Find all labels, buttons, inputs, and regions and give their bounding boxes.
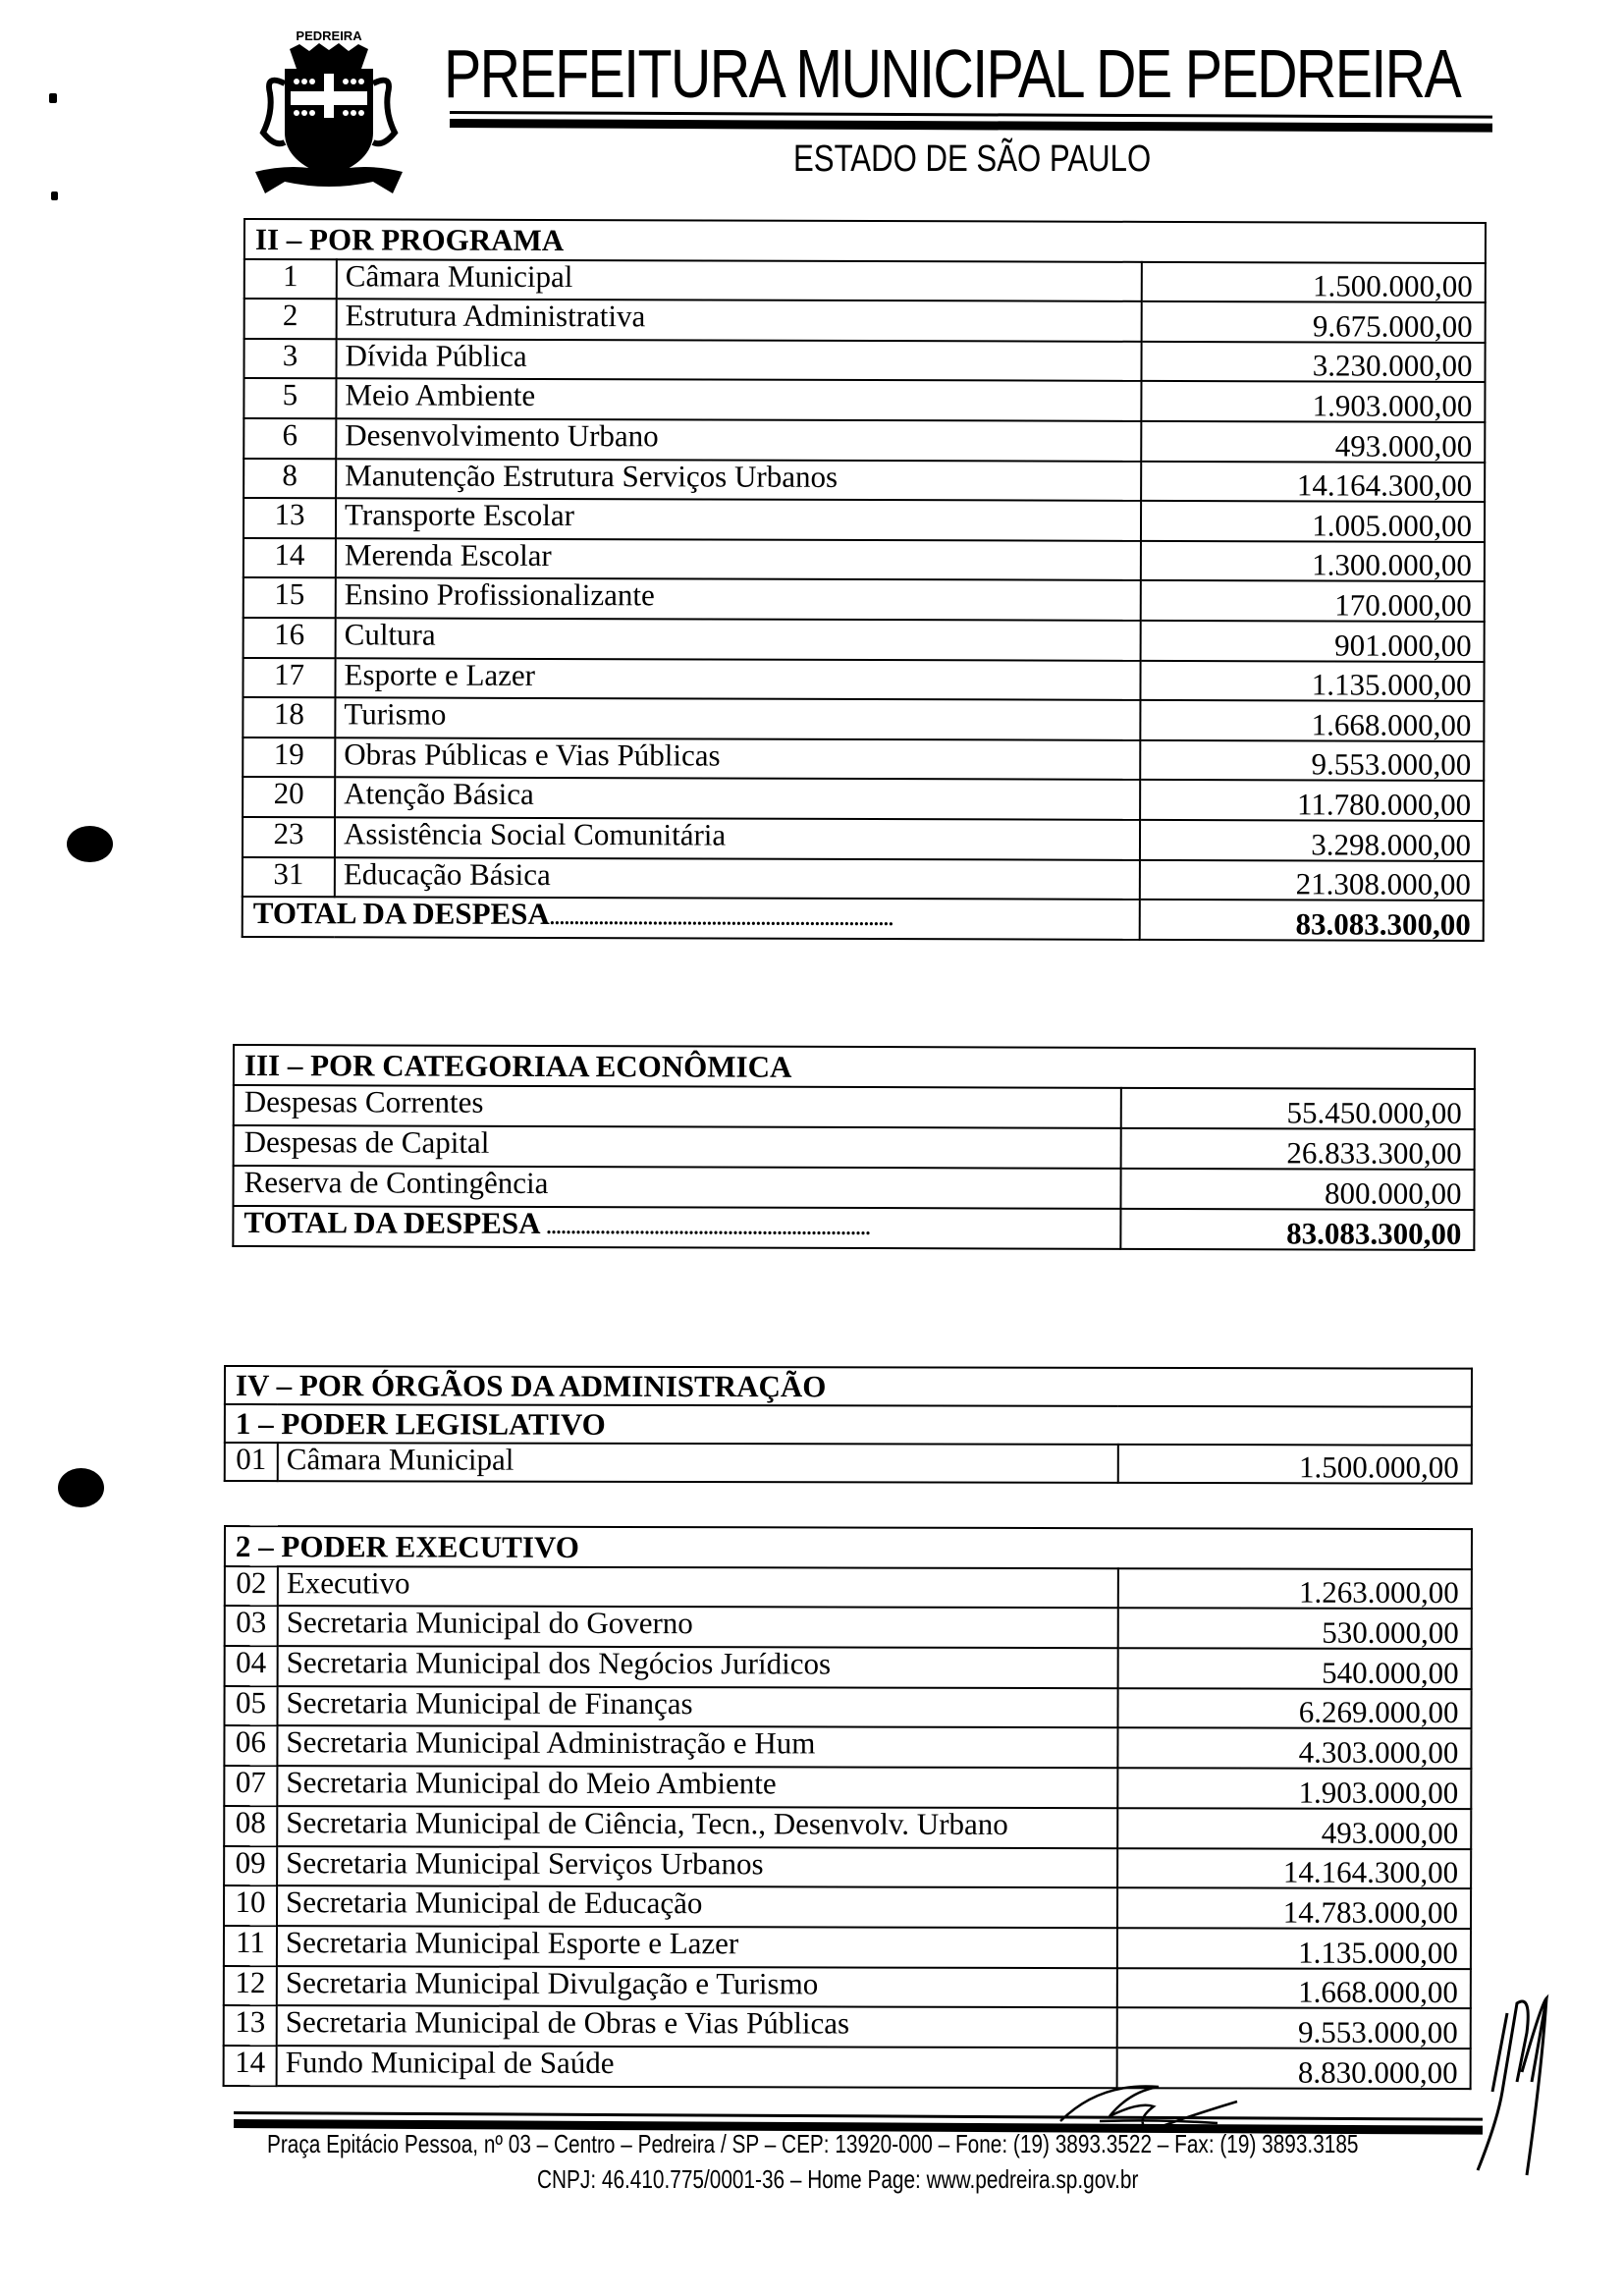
row-code: 03	[225, 1606, 278, 1646]
table-row	[225, 1566, 1472, 1610]
row-label: Secretaria Municipal Administração e Hum	[277, 1726, 1117, 1769]
row-code: 2	[244, 299, 337, 339]
row-code: 14	[224, 2046, 277, 2086]
table-row	[234, 1125, 1475, 1170]
table-row	[244, 418, 1485, 463]
row-value: 3.230.000,00	[1141, 342, 1485, 383]
dot-leader: ......................................................................	[549, 907, 893, 931]
table-row	[224, 2005, 1471, 2048]
footer-address: Praça Epitácio Pessoa, nº 03 – Centro – Pedreira / SP – CEP: 13920-000 – Fone: (19) 3893.3522 – Fax: (19) 3893.3185	[267, 2129, 1359, 2158]
row-label: Secretaria Municipal de Educação	[277, 1885, 1117, 1928]
row-code: 23	[243, 817, 335, 857]
row-code: 19	[243, 737, 335, 778]
row-code: 07	[224, 1766, 277, 1806]
row-value: 14.164.300,00	[1117, 1848, 1471, 1889]
row-label: Esporte e Lazer	[335, 658, 1140, 700]
table-row	[224, 1926, 1471, 1969]
row-label: Despesas Correntes	[234, 1085, 1121, 1128]
table-row	[244, 498, 1485, 542]
row-label: Estrutura Administrativa	[337, 299, 1142, 341]
row-label: Dívida Pública	[336, 339, 1141, 381]
row-value: 1.135.000,00	[1140, 660, 1484, 701]
row-code: 20	[243, 777, 335, 817]
table-row	[244, 299, 1486, 343]
row-value: 9.553.000,00	[1140, 740, 1484, 782]
table-row	[244, 259, 1486, 303]
table-row	[243, 737, 1484, 782]
row-code: 5	[244, 378, 336, 418]
row-value: 1.500.000,00	[1118, 1445, 1472, 1484]
row-code: 18	[243, 697, 335, 737]
scan-speck	[49, 93, 57, 103]
row-value: 800.000,00	[1120, 1169, 1474, 1210]
subsection-heading: 2 – PODER EXECUTIVO	[225, 1526, 1472, 1569]
row-value: 55.450.000,00	[1121, 1088, 1475, 1129]
row-value: 14.164.300,00	[1141, 461, 1485, 502]
row-value: 9.553.000,00	[1117, 2007, 1471, 2048]
row-value: 1.668.000,00	[1117, 1968, 1471, 2009]
row-value: 493.000,00	[1117, 1808, 1471, 1849]
row-code: 17	[243, 658, 335, 698]
row-value: 1.500.000,00	[1142, 261, 1486, 302]
row-value: 8.830.000,00	[1117, 2048, 1471, 2089]
row-label: Desenvolvimento Urbano	[336, 418, 1141, 461]
row-value: 1.903.000,00	[1141, 381, 1485, 422]
row-label: Secretaria Municipal de Ciência, Tecn., Desenvolv. Urbano	[277, 1806, 1117, 1848]
table-subheading-row	[225, 1404, 1472, 1446]
row-label: Secretaria Municipal de Finanças	[278, 1686, 1118, 1728]
row-value: 540.000,00	[1118, 1648, 1472, 1689]
table-row	[224, 1806, 1471, 1849]
table-row	[243, 658, 1484, 702]
row-code: 06	[224, 1725, 277, 1766]
table-row	[225, 1646, 1472, 1689]
table-row	[244, 577, 1485, 622]
row-value: 493.000,00	[1141, 421, 1485, 463]
por-orgaos-legislativo-table	[224, 1365, 1473, 1485]
total-label: TOTAL DA DESPESA	[252, 896, 550, 932]
scan-speck	[51, 191, 58, 200]
coat-of-arms-logo	[245, 25, 412, 196]
total-row	[233, 1206, 1474, 1250]
row-label: Secretaria Municipal dos Negócios Jurídicos	[278, 1646, 1118, 1688]
row-code: 10	[224, 1885, 277, 1926]
row-code: 12	[224, 1966, 277, 2006]
row-value: 3.298.000,00	[1140, 820, 1484, 861]
por-orgaos-executivo-table	[223, 1525, 1473, 2090]
table-row	[243, 856, 1484, 901]
row-code: 09	[224, 1846, 277, 1886]
total-value: 83.083.300,00	[1140, 900, 1484, 941]
row-label: Câmara Municipal	[278, 1443, 1118, 1483]
punch-hole-mark	[58, 1468, 104, 1507]
row-value: 1.135.000,00	[1117, 1928, 1471, 1969]
punch-hole-mark	[67, 826, 113, 862]
total-label-cell	[233, 1206, 1120, 1249]
section-heading: II – POR PROGRAMA	[244, 219, 1486, 263]
row-value: 1.300.000,00	[1141, 541, 1485, 582]
row-code: 13	[244, 498, 336, 538]
table-heading-row	[225, 1366, 1472, 1407]
initials-mark	[1473, 1974, 1561, 2190]
total-label-cell	[243, 897, 1140, 939]
row-code: 31	[243, 856, 335, 897]
table-row	[225, 1686, 1472, 1729]
table-row	[224, 1846, 1471, 1889]
por-categoria-table	[232, 1044, 1476, 1251]
table-subheading-row	[225, 1526, 1472, 1569]
row-value: 21.308.000,00	[1140, 859, 1484, 901]
row-code: 1	[244, 259, 337, 300]
subsection-heading: 1 – PODER LEGISLATIVO	[225, 1404, 1472, 1446]
row-value: 530.000,00	[1118, 1609, 1472, 1650]
row-code: 08	[224, 1806, 277, 1846]
dot-leader: ..................................................................	[546, 1217, 871, 1240]
total-row	[243, 897, 1484, 941]
table-heading-row	[234, 1045, 1475, 1089]
row-value: 26.833.300,00	[1121, 1128, 1475, 1170]
row-label: Despesas de Capital	[234, 1125, 1121, 1169]
row-value: 1.668.000,00	[1140, 700, 1484, 741]
row-label: Manutenção Estrutura Serviços Urbanos	[336, 459, 1141, 501]
table-row	[224, 1885, 1471, 1929]
table-row	[233, 1166, 1474, 1210]
row-label: Assistência Social Comunitária	[335, 817, 1140, 859]
por-programa-table	[242, 218, 1487, 942]
table-row	[224, 1766, 1471, 1809]
row-value: 1.903.000,00	[1117, 1768, 1471, 1809]
row-label: Câmara Municipal	[337, 259, 1142, 301]
table-row	[224, 1966, 1471, 2009]
row-code: 3	[244, 339, 336, 379]
table-row	[224, 1725, 1471, 1769]
table-row	[244, 618, 1485, 662]
row-label: Obras Públicas e Vias Públicas	[335, 737, 1140, 780]
row-label: Meio Ambiente	[336, 379, 1141, 421]
table-row	[244, 459, 1485, 503]
row-value: 11.780.000,00	[1140, 780, 1484, 821]
section-heading: III – POR CATEGORIAA ECONÔMICA	[234, 1045, 1475, 1089]
table-row	[225, 1443, 1472, 1484]
row-code: 13	[224, 2005, 277, 2046]
total-label: TOTAL DA DESPESA	[244, 1205, 547, 1241]
row-value: 1.263.000,00	[1118, 1568, 1472, 1610]
table-row	[243, 777, 1484, 821]
row-value: 170.000,00	[1141, 580, 1485, 622]
row-code: 11	[224, 1926, 277, 1966]
table-row	[225, 1606, 1472, 1649]
row-code: 02	[225, 1566, 278, 1607]
table-row	[244, 538, 1485, 582]
row-value: 14.783.000,00	[1117, 1887, 1471, 1929]
row-label: Secretaria Municipal Esporte e Lazer	[277, 1926, 1117, 1968]
letterhead-title: PREFEITURA MUNICIPAL DE PEDREIRA	[444, 35, 1461, 112]
row-value: 1.005.000,00	[1141, 501, 1485, 542]
table-row	[244, 339, 1485, 383]
row-value: 6.269.000,00	[1117, 1688, 1471, 1729]
table-heading-row	[244, 219, 1486, 263]
row-code: 15	[244, 577, 336, 618]
row-code: 05	[225, 1686, 278, 1726]
total-value: 83.083.300,00	[1120, 1209, 1474, 1250]
footer-cnpj-homepage: CNPJ: 46.410.775/0001-36 – Home Page: www.pedreira.sp.gov.br	[537, 2164, 1139, 2194]
row-label: Reserva de Contingência	[233, 1166, 1120, 1209]
row-label: Secretaria Municipal do Meio Ambiente	[277, 1766, 1117, 1808]
letterhead-rule	[450, 119, 1492, 133]
row-label: Secretaria Municipal de Obras e Vias Públicas	[277, 2005, 1117, 2048]
table-row	[234, 1085, 1475, 1129]
row-code: 04	[225, 1646, 278, 1686]
row-label: Secretaria Municipal do Governo	[278, 1607, 1118, 1649]
row-label: Executivo	[278, 1566, 1118, 1609]
row-value: 901.000,00	[1141, 621, 1485, 662]
row-label: Atenção Básica	[335, 778, 1140, 820]
row-value: 4.303.000,00	[1117, 1728, 1471, 1770]
section-heading: IV – POR ÓRGÃOS DA ADMINISTRAÇÃO	[225, 1366, 1472, 1407]
row-label: Turismo	[335, 697, 1140, 739]
row-label: Secretaria Municipal Divulgação e Turismo	[277, 1966, 1117, 2008]
row-label: Ensino Profissionalizante	[336, 578, 1141, 621]
row-label: Merenda Escolar	[336, 538, 1141, 580]
row-label: Educação Básica	[335, 857, 1140, 900]
row-code: 6	[244, 418, 336, 459]
row-label: Cultura	[336, 618, 1141, 660]
row-code: 16	[244, 618, 336, 658]
row-label: Fundo Municipal de Saúde	[277, 2046, 1117, 2088]
row-value: 9.675.000,00	[1142, 301, 1486, 343]
table-row	[243, 817, 1484, 861]
letterhead-subtitle: ESTADO DE SÃO PAULO	[793, 138, 1152, 180]
row-code: 01	[225, 1443, 278, 1481]
row-code: 8	[244, 459, 336, 499]
row-label: Transporte Escolar	[336, 498, 1141, 540]
table-row	[244, 378, 1485, 422]
row-label: Secretaria Municipal Serviços Urbanos	[277, 1846, 1117, 1888]
logo-label: PEDREIRA	[296, 28, 362, 43]
row-code: 14	[244, 538, 336, 578]
table-row	[243, 697, 1484, 741]
letterhead-rule	[450, 111, 1492, 119]
